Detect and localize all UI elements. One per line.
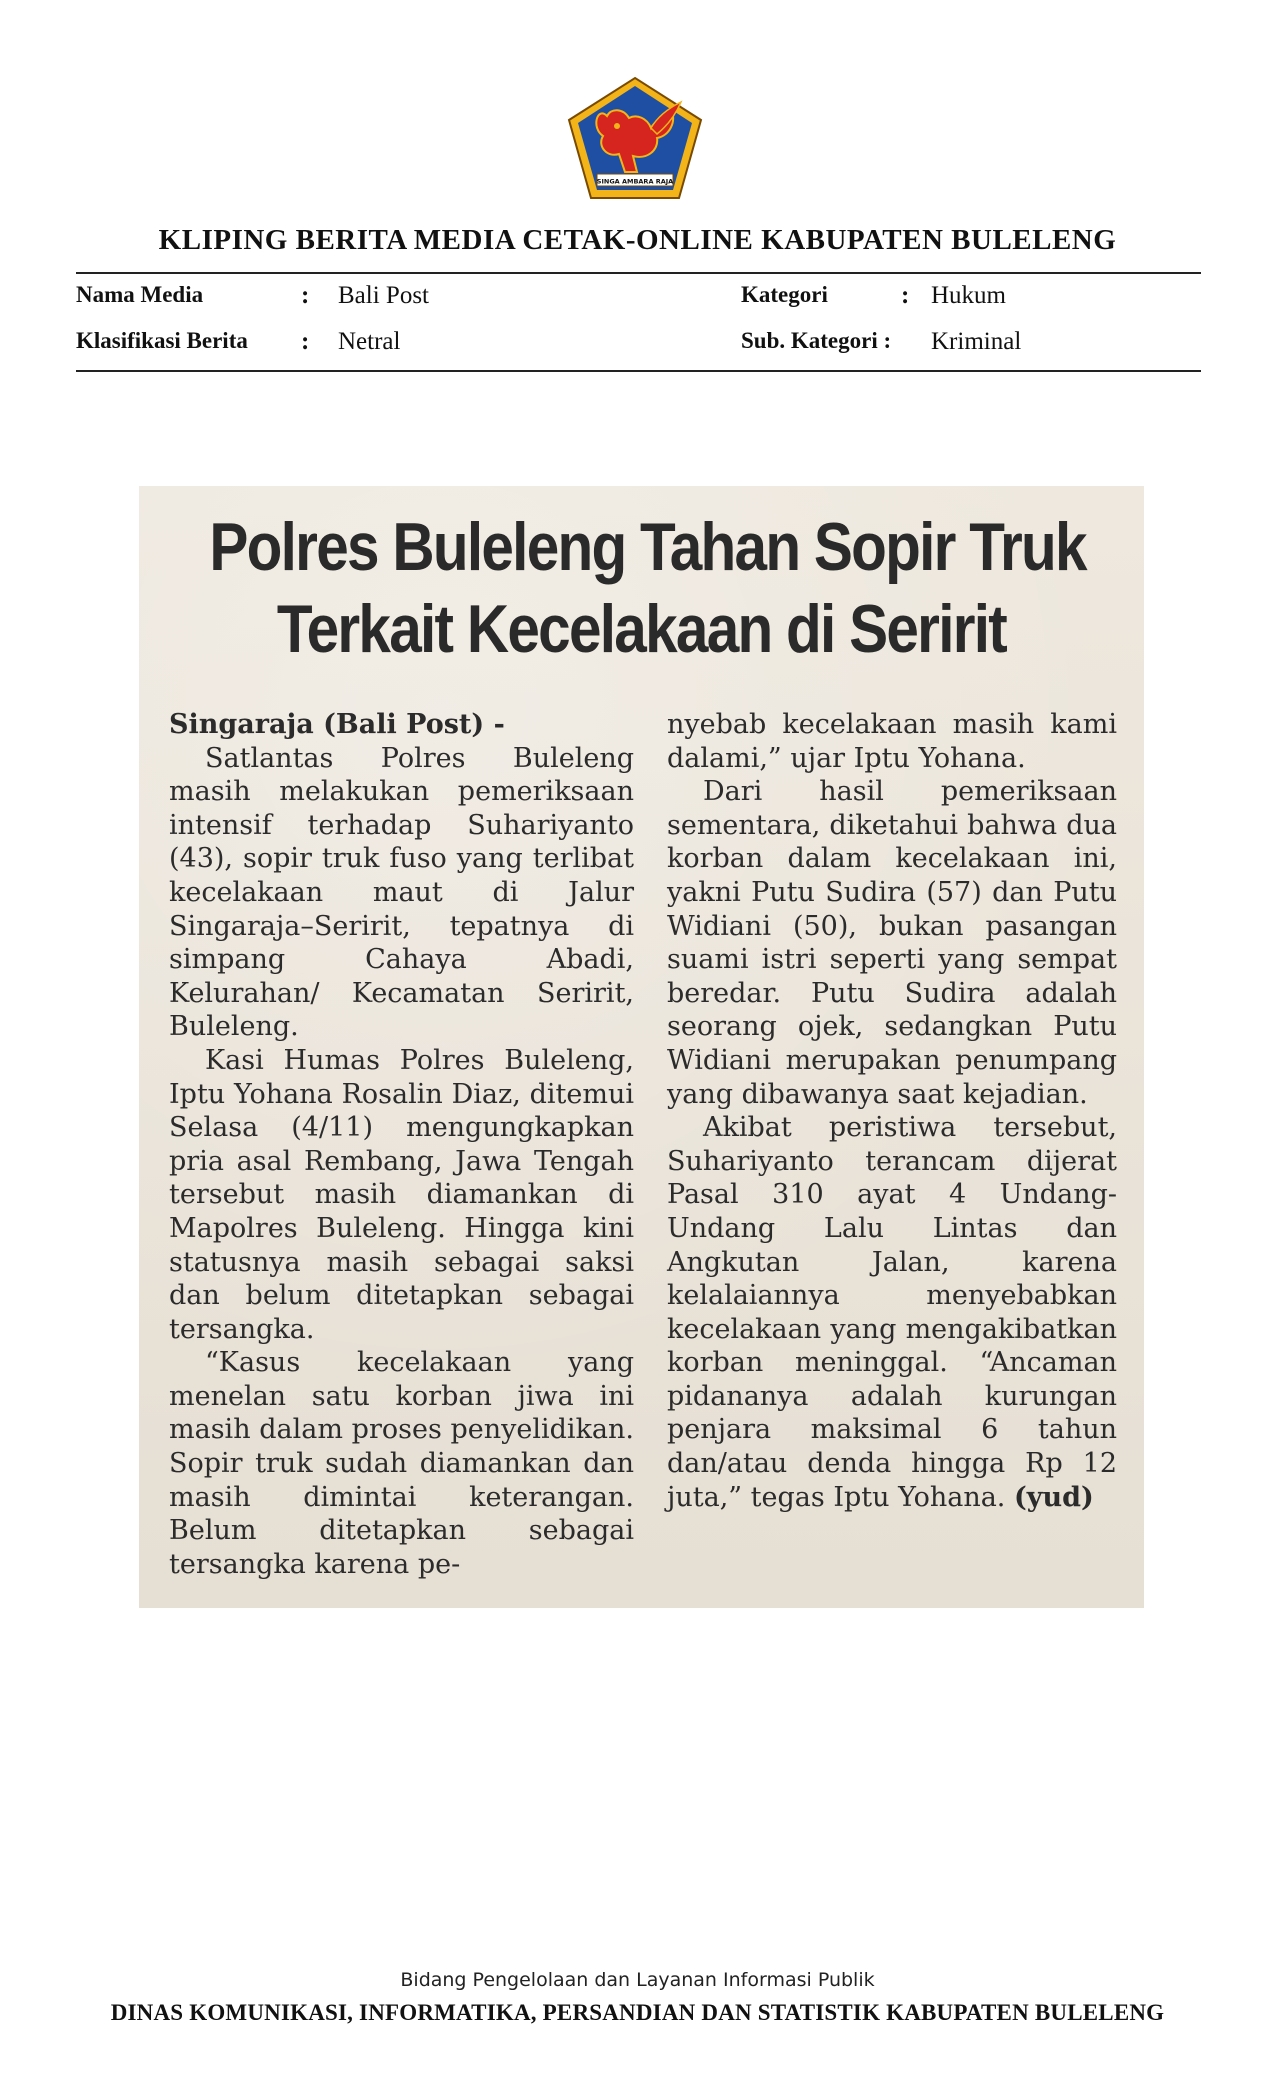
article-paragraph: Dari hasil pemeriksaan sementara, diketahui bahwa dua korban dalam kecelakaan ini, yakni Putu Sudira (57) dan Putu Widiani (50), bukan pasangan suami istri seperti yang sempat beredar. Putu Sudira adalah seorang ojek, sedangkan Putu Widiani merupakan penumpang yang dibawanya saat kejadian. xyxy=(667,776,1117,1110)
newspaper-clipping xyxy=(139,486,1144,1608)
klasifikasi-separator: : xyxy=(301,328,310,355)
logo-motto: SINGA AMBARA RAJA xyxy=(596,177,674,186)
meta-subkategori-row xyxy=(741,328,1201,362)
meta-kategori-row xyxy=(741,282,1201,316)
media-value: Bali Post xyxy=(338,282,429,309)
article-paragraph xyxy=(667,1111,1117,1514)
top-rule xyxy=(76,272,1201,274)
article-paragraph: “Kasus kecelakaan yang menelan satu korban jiwa ini masih dalam proses penyelidikan. Sopir truk sudah diamankan dan masih dimintai keterangan. Belum ditetapkan sebagai tersangka karena pe- xyxy=(169,1347,634,1580)
article-paragraph: Kasi Humas Polres Buleleng, Iptu Yohana Rosalin Diaz, ditemui Selasa (4/11) mengungkapkan pria asal Rembang, Jawa Tengah tersebut masih diamankan di Mapolres Buleleng. Hingga kini statusnya masih sebagai saksi dan belum ditetapkan sebagai tersangka. xyxy=(169,1044,634,1345)
media-separator: : xyxy=(301,282,310,309)
document-title: KLIPING BERITA MEDIA CETAK-ONLINE KABUPATEN BULELENG xyxy=(158,224,1117,256)
footer-agency: DINAS KOMUNIKASI, INFORMATIKA, PERSANDIAN DAN STATISTIK KABUPATEN BULELENG xyxy=(110,2000,1165,2025)
article-column-left xyxy=(169,708,634,1581)
media-label: Nama Media xyxy=(76,282,204,307)
article-dateline: Singaraja (Bali Post) - xyxy=(169,709,505,740)
kategori-value: Hukum xyxy=(931,282,1006,309)
footer-division: Bidang Pengelolaan dan Layanan Informasi Publik xyxy=(400,1969,875,1991)
meta-klasifikasi-row xyxy=(76,328,596,362)
headline-line-2: Terkait Kecelakaan di Seririt xyxy=(276,591,1007,667)
headline-line-1: Polres Buleleng Tahan Sopir Truk xyxy=(209,509,1086,585)
buleleng-emblem-logo xyxy=(567,76,703,200)
article-paragraph-text: Akibat peristiwa tersebut, Suhariyanto terancam dijerat Pasal 310 ayat 4 Undang-Undang Lalu Lintas dan Angkutan Jalan, karena kelalaiannya menyebabkan kecelakaan yang mengakibatkan korban meninggal. “Ancaman pidananya adalah kurungan penjara maksimal 6 tahun dan/atau denda hingga Rp 12 juta,” tegas Iptu Yohana. xyxy=(667,1112,1117,1513)
kategori-label: Kategori xyxy=(741,282,828,307)
meta-media-row xyxy=(76,282,596,316)
subkategori-value: Kriminal xyxy=(931,328,1022,355)
article-column-right xyxy=(667,708,1117,1514)
kategori-separator: : xyxy=(901,282,910,309)
article-paragraph: Satlantas Polres Buleleng masih melakukan pemeriksaan intensif terhadap Suhariyanto (43), sopir truk fuso yang terlibat kecelakaan maut di Jalur Singaraja–Seririt, tepatnya di simpang Cahaya Abadi, Kelurahan/ Kecamatan Seririt, Buleleng. xyxy=(169,742,634,1043)
article-byline: (yud) xyxy=(1013,1481,1094,1513)
subkategori-label: Sub. Kategori : xyxy=(741,328,892,353)
klasifikasi-value: Netral xyxy=(338,328,401,355)
article-paragraph: nyebab kecelakaan masih kami dalami,” ujar Iptu Yohana. xyxy=(667,709,1117,774)
klasifikasi-label: Klasifikasi Berita xyxy=(76,328,248,353)
bottom-rule xyxy=(76,370,1201,372)
